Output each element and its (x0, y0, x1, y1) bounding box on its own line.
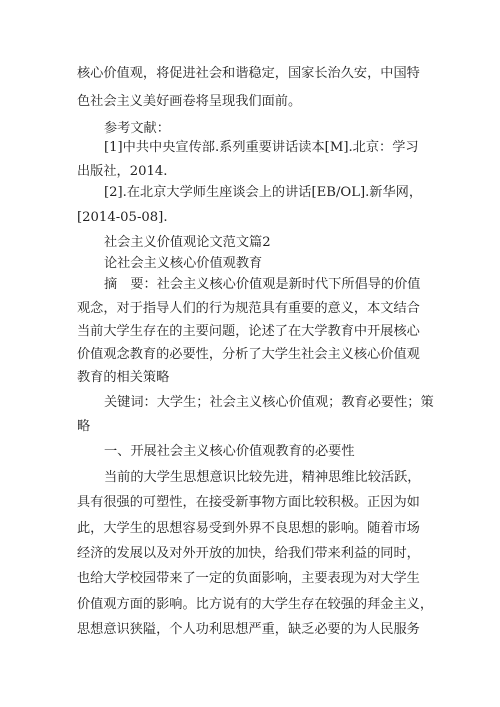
body-text-line: 价值观方面的影响。比方说有的大学生存在较强的拜金主义， (77, 597, 434, 612)
reference-entry: 出版社，2014. (77, 164, 168, 179)
body-text-line: 当前的大学生思想意识比较先进，精神思维比较活跃， (104, 470, 421, 485)
abstract-line: 观念，对于指导人们的行为规范具有重要的意义，本文结合 (77, 301, 420, 316)
keywords-line: 关键词：大学生；社会主义核心价值观；教育必要性；策 (104, 395, 434, 410)
reference-entry: [2].在北京大学师生座谈会上的讲话[EB/OL].新华网， (104, 185, 423, 200)
body-text-line: 思想意识狭隘，个人功利思想严重，缺乏必要的为人民服务 (77, 622, 420, 637)
abstract-line: 当前大学生存在的主要问题，论述了在大学教育中开展核心 (77, 324, 420, 339)
body-text-line: 此，大学生的思想容易受到外界不良思想的影响。随着市场 (77, 521, 420, 536)
article-title: 社会主义价值观论文范文篇2 (104, 235, 271, 250)
body-text-line: 色社会主义美好画卷将呈现我们面前。 (77, 94, 302, 109)
article-subtitle: 论社会主义核心价值观教育 (104, 256, 263, 271)
body-text-line: 核心价值观，将促进社会和谐稳定，国家长治久安，中国特 (77, 66, 420, 81)
body-text-line: 具有很强的可塑性，在接受新事物方面比较积极。正因为如 (77, 495, 420, 510)
abstract-line: 摘 要：社会主义核心价值观是新时代下所倡导的价值 (104, 277, 421, 292)
abstract-line: 价值观念教育的必要性，分析了大学生社会主义核心价值观 (77, 347, 420, 362)
body-text-line: 经济的发展以及对外开放的加快，给我们带来利益的同时， (77, 546, 420, 561)
references-heading: 参考文献： (104, 121, 170, 136)
reference-entry: [1]中共中央宣传部.系列重要讲话读本[M].北京：学习 (104, 140, 419, 155)
keywords-line: 略 (77, 419, 91, 434)
reference-entry: [2014-05-08]. (77, 210, 168, 225)
body-text-line: 也给大学校园带来了一定的负面影响，主要表现为对大学生 (77, 571, 420, 586)
section-heading: 一、开展社会主义核心价值观教育的必要性 (104, 444, 355, 459)
abstract-line: 教育的相关策略 (77, 370, 170, 385)
